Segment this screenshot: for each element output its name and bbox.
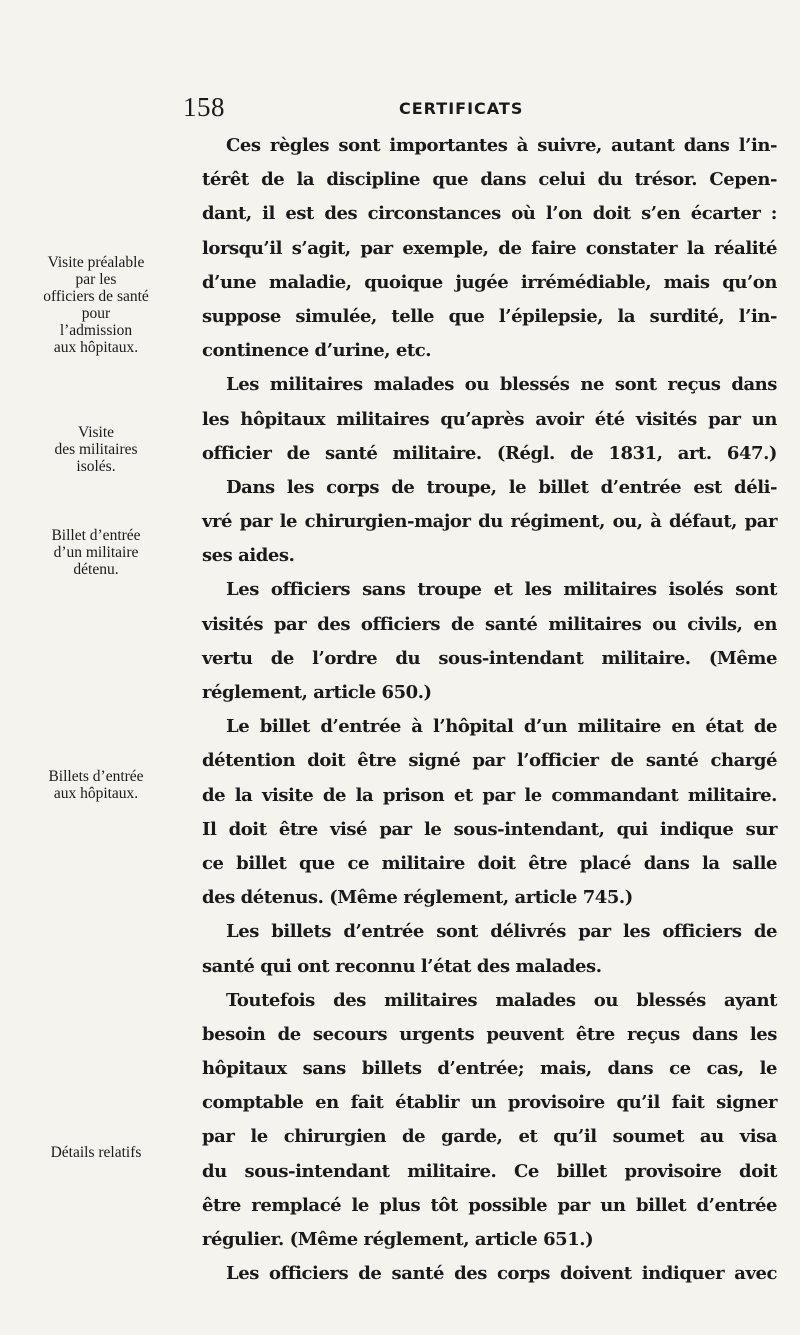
text-line: ses aides. (202, 545, 295, 567)
margin-note-line: aux hôpitaux. (53, 339, 139, 356)
running-title: CERTIFICATS (399, 99, 524, 118)
text-line: par le chirurgien de garde, et qu’il soumet au visa (202, 1126, 777, 1148)
margin-note-line: Billet d’entrée (51, 527, 141, 544)
text-line: continence d’urine, etc. (202, 340, 432, 362)
margin-note-line: pour (81, 305, 111, 322)
text-line: Les officiers de santé des corps doivent indiquer avec (226, 1263, 777, 1285)
margin-note-line: détenu. (73, 561, 119, 578)
text-line: hôpitaux sans billets d’entrée; mais, dans ce cas, le (202, 1058, 777, 1080)
text-line: visités par des officiers de santé militaires ou civils, en (202, 613, 777, 635)
text-line: Les militaires malades ou blessés ne sont reçus dans (226, 374, 777, 396)
margin-note-details (0, 1144, 192, 1161)
text-line: Il doit être visé par le sous-intendant, qui indique sur (202, 818, 777, 840)
text-line: réglement, article 650.) (202, 682, 432, 703)
text-line: vertu de l’ordre du sous-intendant militaire. (Même (202, 647, 777, 669)
text-line: ce billet que ce militaire doit être placé dans la salle (202, 852, 777, 874)
text-line: Le billet d’entrée à l’hôpital d’un militaire en état de (226, 716, 777, 738)
text-line: détention doit être signé par l’officier de santé chargé (202, 750, 777, 772)
page-header (183, 92, 763, 126)
text-line: Ces règles sont importantes à suivre, autant dans l’in- (226, 135, 777, 156)
text-line: suppose simulée, telle que l’épilepsie, la surdité, l’in- (202, 305, 777, 327)
margin-note-line: Détails relatifs (50, 1144, 142, 1161)
text-line: Toutefois des militaires malades ou blessés ayant (226, 989, 777, 1011)
text-line: des détenus. (Même réglement, article 745.) (202, 887, 633, 909)
text-line: térêt de la discipline que dans celui du trésor. Cepen- (202, 169, 777, 191)
margin-note-line: Visite préalable (47, 254, 145, 271)
text-line: dant, il est des circonstances où l’on doit s’en écarter : (202, 203, 777, 225)
margin-note-visite-prealable (0, 254, 192, 356)
text-line: les hôpitaux militaires qu’après avoir été visités par un (202, 408, 777, 430)
page-number: 158 (183, 92, 225, 122)
text-line: de la visite de la prison et par le commandant militaire. (202, 784, 777, 806)
text-line: Les billets d’entrée sont délivrés par les officiers de (226, 921, 777, 943)
margin-note-line: par les (75, 271, 117, 288)
margin-note-billets-hopitaux (0, 768, 192, 802)
text-line: vré par le chirurgien-major du régiment, ou, à défaut, par (202, 511, 777, 533)
text-line: besoin de secours urgents peuvent être reçus dans les (202, 1023, 777, 1045)
text-line: Les officiers sans troupe et les militaires isolés sont (226, 579, 777, 601)
text-line: santé qui ont reconnu l’état des malades. (202, 955, 602, 977)
body-text (202, 129, 777, 1291)
text-line: lorsqu’il s’agit, par exemple, de faire constater la réalité (202, 237, 777, 259)
margin-note-line: d’un militaire (53, 544, 139, 561)
text-line: comptable en fait établir un provisoire qu’il fait signer (202, 1092, 777, 1114)
margin-note-billet-detenu (0, 527, 192, 578)
text-line: officier de santé militaire. (Régl. de 1831, art. 647.) (202, 442, 777, 464)
margin-note-line: isolés. (76, 458, 116, 475)
margin-note-visite-isoles (0, 424, 192, 475)
margin-note-line: des militaires (54, 441, 138, 458)
margin-note-line: officiers de santé (43, 288, 149, 305)
text-line: Dans les corps de troupe, le billet d’entrée est déli- (226, 476, 777, 498)
margin-note-line: aux hôpitaux. (53, 785, 139, 802)
text-line: régulier. (Même réglement, article 651.) (202, 1229, 594, 1250)
text-line: du sous-intendant militaire. Ce billet provisoire doit (202, 1160, 777, 1182)
margin-notes (0, 0, 192, 1335)
margin-note-line: Billets d’entrée (48, 768, 144, 785)
margin-note-line: Visite (77, 424, 115, 441)
text-line: d’une maladie, quoique jugée irrémédiable, mais qu’on (202, 271, 777, 293)
margin-note-line: l’admission (59, 322, 133, 339)
text-line: être remplacé le plus tôt possible par un billet d’entrée (202, 1194, 777, 1216)
